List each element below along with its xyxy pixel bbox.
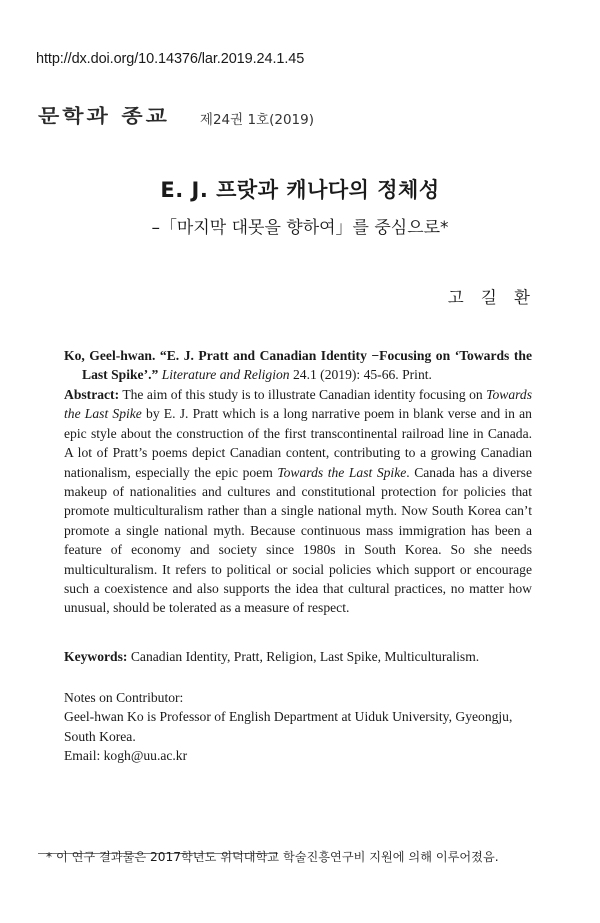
abstract-text-2: by E. J. Pratt which is a long narrative poem in blank verse and in an epic style about the construction of the first transcontinental railroad line in Canada. A lot of Pratt’s poems depict Canadian content, contributing to a growing Canadian nationalism, especially the epic poem xyxy=(64,406,532,480)
journal-header xyxy=(38,100,314,131)
article-title: E. J. 프랏과 캐나다의 정체성 xyxy=(160,178,440,202)
citation xyxy=(64,346,532,385)
notes-bio: Geel-hwan Ko is Professor of English Department at Uiduk University, Gyeongju, South Korea. xyxy=(64,709,513,744)
doi-link[interactable]: http://dx.doi.org/10.14376/lar.2019.24.1.45 xyxy=(36,51,305,67)
abstract xyxy=(64,385,532,618)
article-subtitle: –「마지막 대못을 향하여」를 중심으로* xyxy=(151,218,449,238)
abstract-label: Abstract: xyxy=(64,387,120,402)
contributor-notes xyxy=(64,688,532,766)
citation-journal: Literature and Religion xyxy=(161,367,290,383)
notes-heading: Notes on Contributor: xyxy=(64,690,184,705)
notes-email[interactable]: Email: kogh@uu.ac.kr xyxy=(64,748,188,764)
journal-issue: 제24권 1호(2019) xyxy=(199,112,314,128)
citation-tail: 24.1 (2019): 45-66. Print. xyxy=(292,367,432,383)
keywords xyxy=(64,647,532,666)
abstract-text-3: . Canada has a diverse makeup of nationalities and cultures and constitutional protection for policies that promote multiculturalism rather than a single national myth. Now South Korea can’t promote a single national myth. Because continuous mass immigration has been a feature of economy and society since 1980s in South Korea. So she needs multiculturalism. It refers to political or social policies which support or encourage such a coexistence and also supports the idea that cultural practices, no matter how unusual, should be tolerated as a measure of respect. xyxy=(64,464,532,616)
keywords-label: Keywords: xyxy=(64,649,128,664)
keywords-text: Canadian Identity, Pratt, Religion, Last Spike, Multiculturalism. xyxy=(130,649,480,664)
footnote: * 이 연구 결과물은 2017학년도 위덕대학교 학술진흥연구비 지원에 의해 이루어졌음. xyxy=(46,850,499,864)
abstract-work-title-2: Towards the Last Spike xyxy=(277,464,407,480)
citation-text xyxy=(64,346,532,385)
abstract-work-title-1: Towards the Last Spike xyxy=(64,387,532,422)
journal-logo: 문학과 종교 xyxy=(38,106,170,128)
author-name: 고 길 환 xyxy=(447,288,536,307)
abstract-text-1: The aim of this study is to illustrate Canadian identity focusing on xyxy=(122,387,483,402)
citation-lead: Ko, Geel-hwan. “E. J. Pratt and Canadian Identity −Focusing on ‘Towards the Last Spike’.” xyxy=(64,348,532,383)
